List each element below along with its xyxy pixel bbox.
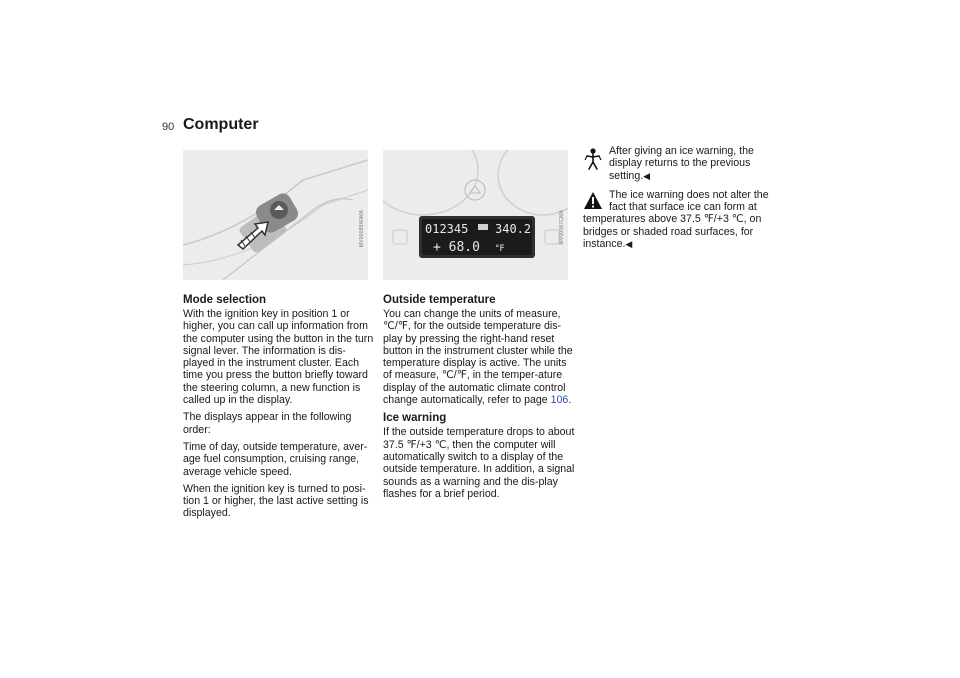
note-info-text: After giving an ice warning, the display returns to the previous setting. xyxy=(609,145,754,182)
mode-selection-paragraph-1: With the ignition key in position 1 or higher, you can call up information from the computer using the button in the turn signal lever. The information is dis-played in the instrument cluster. Each time you press the button briefly toward the steering column, a new function is called up in the display. xyxy=(183,308,374,407)
heading-ice-warning: Ice warning xyxy=(383,412,447,425)
heading-outside-temperature: Outside temperature xyxy=(383,294,496,306)
odometer-readout: 012345 xyxy=(425,222,469,236)
instrument-cluster-figure xyxy=(383,150,568,280)
period: . xyxy=(568,394,572,407)
figure-code: MV00089A0MA xyxy=(359,210,365,248)
mode-selection-paragraph-3: Time of day, outside temperature, aver-age fuel consumption, cruising range, average vehicle speed. xyxy=(183,440,368,478)
warning-triangle-icon xyxy=(583,191,603,211)
turn-signal-lever-illustration xyxy=(183,150,368,280)
note-warning xyxy=(583,189,778,250)
mode-selection-paragraph-2: The displays appear in the following order: xyxy=(183,411,352,436)
turn-signal-lever-figure xyxy=(183,150,368,280)
page-title: Computer xyxy=(183,116,259,133)
mode-selection-paragraph-4: When the ignition key is turned to posi-tion 1 or higher, the last active setting is displayed. xyxy=(183,482,369,520)
range-readout: 340.2 xyxy=(495,222,532,236)
instrument-cluster-illustration xyxy=(383,150,568,280)
column-outside-temperature xyxy=(383,150,575,505)
temperature-unit: °F xyxy=(495,244,505,254)
outside-temperature-paragraph xyxy=(383,308,575,406)
note-info xyxy=(583,145,778,182)
note-warning-text: The ice warning does not alter the fact that surface ice can form at temperatures above 37.5 ℉/+3 ℃, on bridges or shaded road surfaces, for instance. xyxy=(583,188,769,251)
end-mark-icon: ◀ xyxy=(625,239,633,250)
column-notes xyxy=(583,145,778,257)
column-mode-selection xyxy=(183,150,375,525)
ice-warning-paragraph: If the outside temperature drops to about 37.5 ℉/+3 ℃, then the computer will automatically switch to a display of the outside temperature. In addition, a signal sounds as a warning and the dis-play flashes for a brief period. xyxy=(383,426,575,500)
page-number: 90 xyxy=(162,121,175,133)
page-reference-link[interactable]: 106 xyxy=(550,394,569,407)
end-mark-icon: ◀ xyxy=(643,170,651,181)
outside-temperature-text: You can change the units of measure, ℃/℉, for the outside temperature dis-play by pressing the right-hand reset button in the instrument cluster while the temperature display is active. The units of measure, ℃/℉, in the temper-ature display of the automatic climate control change automatically, refer to page xyxy=(383,308,573,407)
heading-mode-selection: Mode selection xyxy=(183,294,267,306)
temperature-readout: + 68.0 xyxy=(433,240,480,255)
figure-code: MV00087CMA xyxy=(559,210,565,245)
person-info-icon xyxy=(583,147,603,171)
